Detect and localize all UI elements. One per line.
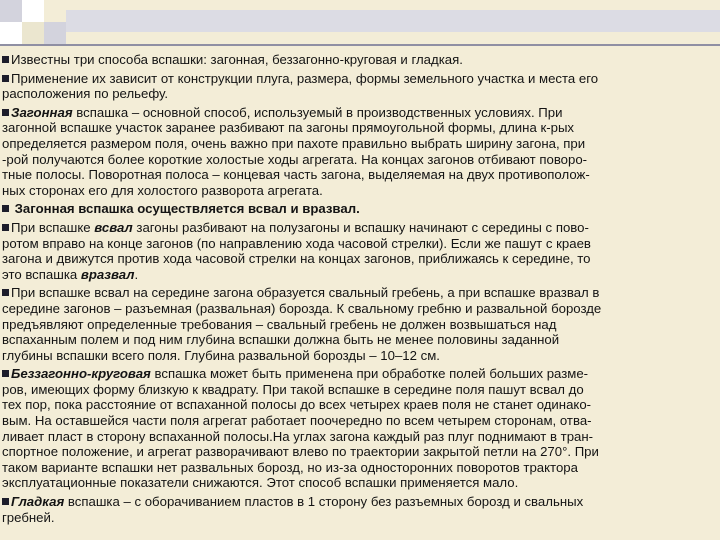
paragraph-gladkaya: Гладкая вспашка – с оборачиванием пластов в 1 сторону без разъемных борозд и свальных xyxy=(2,494,720,510)
text-line: гребней. xyxy=(2,509,55,525)
text-line: вспаханным полем и под ним глубина вспашки должна быть не менее половины заданной xyxy=(2,332,560,348)
text-line: ров, имеющих форму близкую к квадрату. При такой вспашке в середине поля пашут всвал до xyxy=(2,381,584,397)
paragraph-zagonnaya: Загонная вспашка – основной способ, используемый в производственных условиях. При xyxy=(2,105,720,121)
paragraph-intro: Известны три способа вспашки: загонная, беззагонно-круговая и гладкая. xyxy=(2,52,720,68)
decor-divider-line xyxy=(0,44,720,46)
decor-square xyxy=(0,22,22,44)
text-line: -рой получаются более короткие холостые ходы агрегата. На концах загонов отбивают поворо- xyxy=(2,151,588,167)
decor-top-band xyxy=(66,10,720,32)
paragraph-bezzagonno: Беззагонно-круговая вспашка может быть применена при обработке полей больших разме- xyxy=(2,366,720,382)
text-line: таком варианте вспашки нет развальных борозд, но из-за односторонних поворотов трактора xyxy=(2,459,578,475)
text-line: спортное положение, и агрегат разворачивают влево по траектории закрытой петли на 270°. При xyxy=(2,444,599,460)
paragraph-heading-svs: Загонная вспашка осуществляется всвал и вразвал. xyxy=(2,201,720,217)
bullet-icon xyxy=(2,205,9,212)
paragraph-application: Применение их зависит от конструкции плуга, размера, формы земельного участка и места его xyxy=(2,71,720,87)
bullet-icon xyxy=(2,224,9,231)
text-line: тные полосы. Поворотная полоса – концевая часть загона, выделяемая на двух противополож- xyxy=(2,167,590,183)
text-line: загонной вспашке участок заранее разбивают па загоны прямоугольной формы, длина к-рых xyxy=(2,120,575,136)
text-line: глубины вспашки всего поля. Глубина развальной борозды – 10–12 см. xyxy=(2,347,440,363)
text-line: ных сторонах его для холостого разворота агрегата. xyxy=(2,182,323,198)
text-line: расположения по рельефу. xyxy=(2,86,168,102)
text-line: определяется размером поля, очень важно при пахоте правильно выбрать ширину загона, при xyxy=(2,135,586,151)
decor-square xyxy=(22,0,44,22)
text-line: тех пор, пока расстояние от вспаханной полосы до всех четырех краев поля не станет одинако- xyxy=(2,397,592,413)
text-line: середине загонов – разъемная (развальная) борозда. К свальному гребню и развальной борозде xyxy=(2,300,602,316)
header-decoration xyxy=(0,0,720,48)
text-line: это вспашка вразвал. xyxy=(2,266,139,282)
text-line: ротом вправо на конце загонов (по направлению хода часовой стрелки). Если же пашут с краев xyxy=(2,235,591,251)
text-line: вым. На оставшейся части поля агрегат работает поочередно по всем четырем сторонам, отва- xyxy=(2,413,592,429)
text-line: предъявляют определенные требования – свальный гребень не должен возвышаться над xyxy=(2,316,557,332)
decor-square xyxy=(44,22,66,44)
paragraph-vsval: При вспашке всвал загоны разбивают на полузагоны и вспашку начинают с середины с пово- xyxy=(2,220,720,236)
bullet-icon xyxy=(2,109,9,116)
bullet-icon xyxy=(2,289,9,296)
bullet-icon xyxy=(2,56,9,63)
decor-square xyxy=(0,0,22,22)
text-line: загона и движутся против хода часовой стрелки на концах загонов, приближаясь к середине, то xyxy=(2,251,591,267)
slide-text xyxy=(2,52,720,525)
bullet-icon xyxy=(2,498,9,505)
text-line: ливает пласт в сторону вспаханной полосы.На углах загона каждый раз плуг поднимают в тран- xyxy=(2,428,594,444)
decor-square xyxy=(22,22,44,44)
bullet-icon xyxy=(2,370,9,377)
paragraph-greben: При вспашке всвал на середине загона образуется свальный гребень, а при вспашке вразвал в xyxy=(2,285,720,301)
text-line: эксплуатационные показатели снижаются. Этот способ вспашки применяется мало. xyxy=(2,475,519,491)
bullet-icon xyxy=(2,75,9,82)
